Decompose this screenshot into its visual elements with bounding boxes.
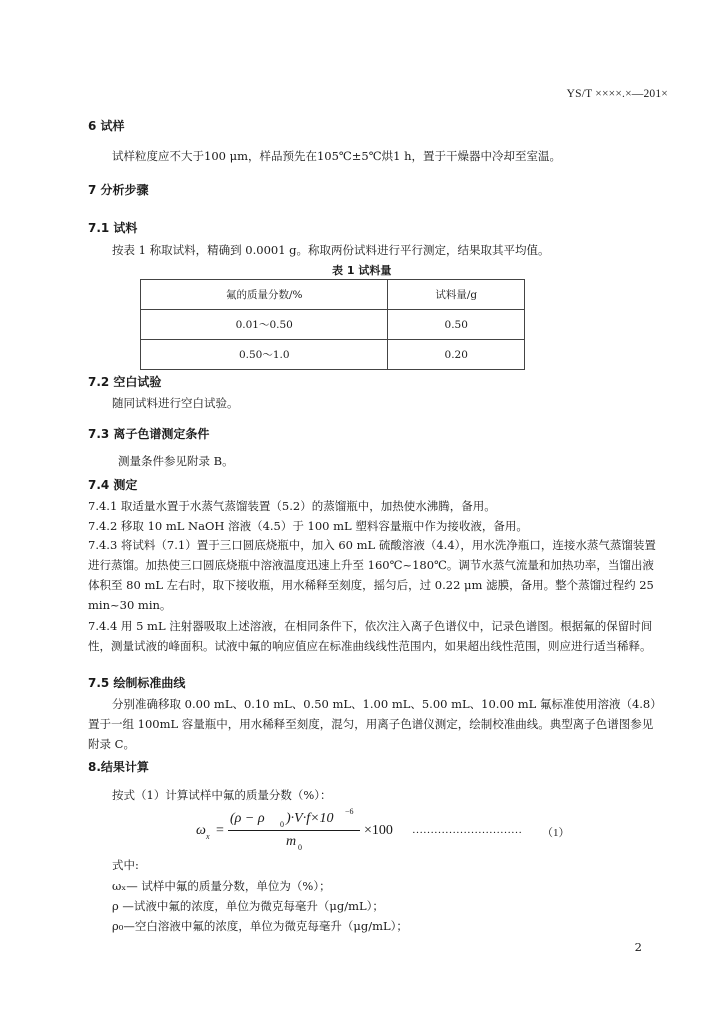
formula-equation-number: （1） <box>542 827 570 839</box>
sample-mass-table <box>140 279 525 370</box>
formula-numerator: (ρ − ρ <box>230 811 265 826</box>
formula-times: ×100 <box>364 823 393 838</box>
formula-num-sup: −6 <box>345 807 354 816</box>
section-7-1-title: 7.1 试料 <box>88 221 138 235</box>
formula-num-rest: )·V·f×10 <box>286 811 334 826</box>
section-7-1-body: 按表 1 称取试料，精确到 0.0001 g。称取两份试料进行平行测定，结果取其平均值。 <box>112 243 550 257</box>
section-7-5-title: 7.5 绘制标准曲线 <box>88 676 186 690</box>
section-7-5-body: 分别准确移取 0.00 mL、0.10 mL、0.50 mL、1.00 mL、5.00 mL、10.00 mL 氟标准使用溶液（4.8）置于一组 100mL 容量瓶中，用水稀释至刻度，混匀，用离子色谱仪测定，绘制校准曲线。典型离子色谱图参见附录 C。 <box>88 697 656 751</box>
where-label: 式中: <box>112 858 139 872</box>
table-header-row <box>141 280 525 310</box>
section-7-title: 7 分析步骤 <box>88 183 149 197</box>
section-8-title: 8.结果计算 <box>88 760 149 774</box>
section-6-body: 试样粒度应不大于100 μm，样品预先在105℃±5℃烘1 h，置于干燥器中冷却至室温。 <box>112 149 561 163</box>
table-cell: 0.20 <box>388 340 525 370</box>
formula-lhs-sub: x <box>206 832 210 841</box>
section-7-4-3: 7.4.3 将试料（7.1）置于三口圆底烧瓶中，加入 60 mL 硫酸溶液（4.4），用水洗净瓶口，连接水蒸气蒸馏装置进行蒸馏。加热使三口圆底烧瓶中溶液温度迅速上升至 160℃~180℃。调节水蒸气流量和加热功率，当馏出液体积至 80 mL 左右时，取下接收瓶，用水稀释至刻度，摇匀后，过 0.22 μm 滤膜，备用。整个蒸馏过程约 25 min~30 min。 <box>88 538 656 612</box>
section-7-2-title: 7.2 空白试验 <box>88 375 162 389</box>
formula-denominator: m <box>286 834 297 849</box>
formula <box>190 808 610 858</box>
table-row <box>141 310 525 340</box>
formula-lhs: ω <box>196 823 206 838</box>
formula-num-sub: 0 <box>280 820 284 829</box>
section-7-4-1: 7.4.1 取适量水置于水蒸气蒸馏装置（5.2）的蒸馏瓶中，加热使水沸腾，备用。 <box>88 499 496 513</box>
section-7-4-title: 7.4 测定 <box>88 478 138 492</box>
section-7-3-title: 7.3 离子色谱测定条件 <box>88 427 210 441</box>
document-code: YS/T ××××.×—201× <box>566 88 668 100</box>
formula-den-sub: 0 <box>298 843 302 852</box>
definition-item: ωₓ— 试样中氟的质量分数，单位为（%）； <box>112 879 331 893</box>
table-cell: 0.50 <box>388 310 525 340</box>
table-header-cell: 试料量/g <box>388 280 525 310</box>
section-7-2-body: 随同试料进行空白试验。 <box>112 396 239 410</box>
table-header-cell: 氟的质量分数/% <box>141 280 388 310</box>
table-row <box>141 340 525 370</box>
table-cell: 0.01～0.50 <box>141 310 388 340</box>
formula-dots: ………………………… <box>412 824 522 836</box>
table-cell: 0.50～1.0 <box>141 340 388 370</box>
formula-equals: = <box>216 823 224 838</box>
definition-item: ρ₀—空白溶液中氟的浓度，单位为微克每毫升（μg/mL）； <box>112 919 408 933</box>
page-number: 2 <box>634 940 642 954</box>
section-8-intro: 按式（1）计算试样中氟的质量分数（%）： <box>112 788 332 802</box>
fraction-bar <box>228 830 360 831</box>
section-7-4-4: 7.4.4 用 5 mL 注射器吸取上述溶液，在相同条件下，依次注入离子色谱仪中，记录色谱图。根据氟的保留时间性，测量试液的峰面积。试液中氟的响应值应在标准曲线线性范围内，如果超出线性范围，则应进行适当稀释。 <box>88 619 653 653</box>
section-7-3-body: 测量条件参见附录 B。 <box>118 454 234 468</box>
section-7-4-2: 7.4.2 移取 10 mL NaOH 溶液（4.5）于 100 mL 塑料容量瓶中作为接收液，备用。 <box>88 519 528 533</box>
definition-item: ρ —试液中氟的浓度，单位为微克每毫升（μg/mL）； <box>112 899 384 913</box>
table-1-caption: 表 1 试料量 <box>332 264 392 277</box>
section-6-title: 6 试样 <box>88 119 125 133</box>
